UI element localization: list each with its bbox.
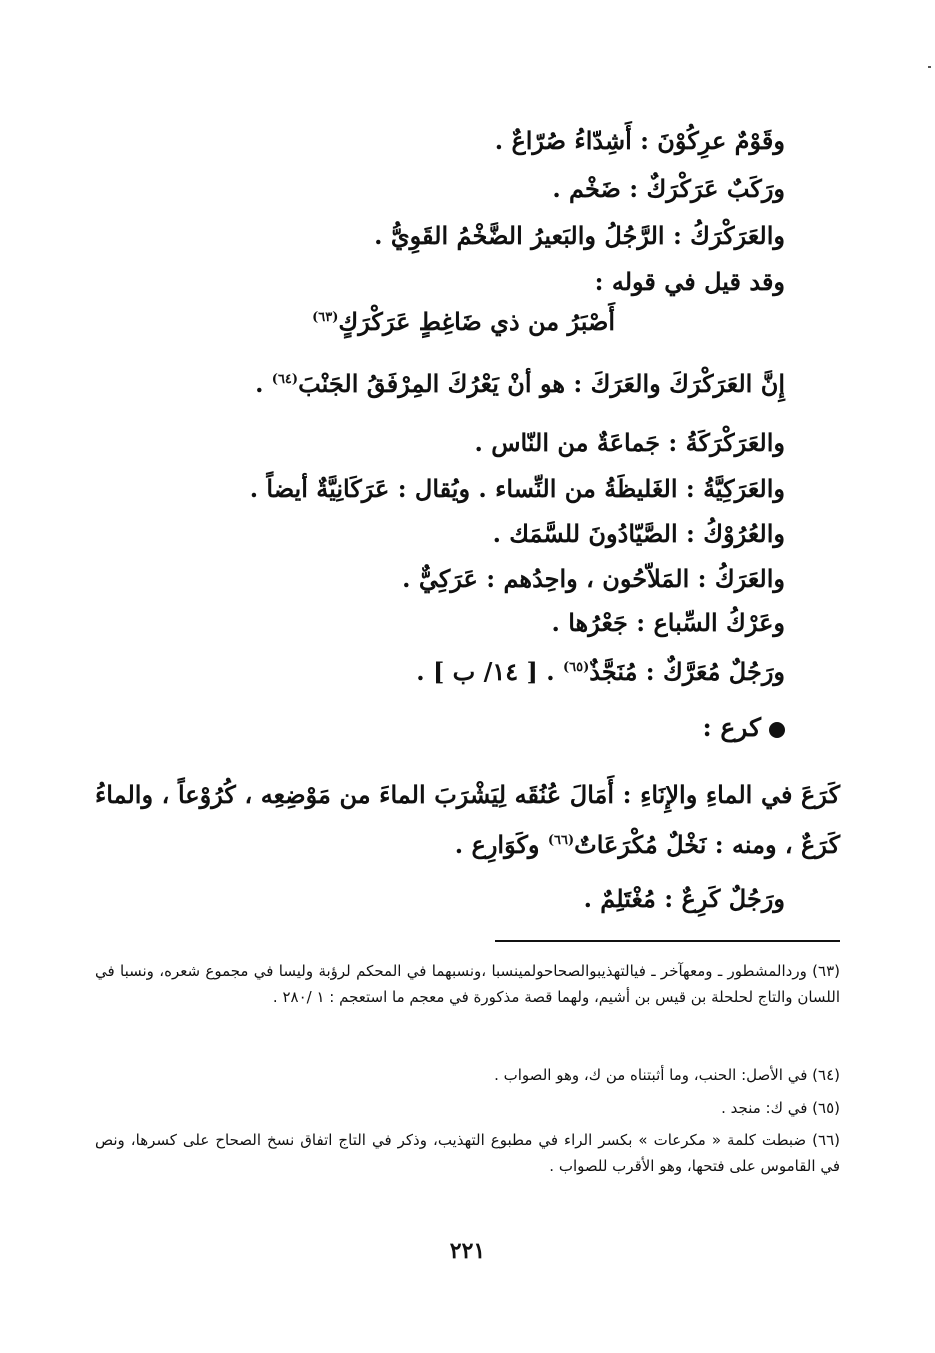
footnote-ref-63: (٦٣) (312, 310, 339, 325)
body-line-4: وقد قيل في قوله : (594, 267, 785, 296)
body-line-9: وعَرْكُ السِّباع : جَعْرُها . (551, 608, 785, 637)
body-line-64 (255, 364, 785, 400)
footnote-ref-64: (٦٤) (271, 372, 299, 387)
kara-paragraph (95, 772, 840, 868)
kara-para-text: كَرَعَ في الماءِ والإِنَاءِ : أَمَالَ عُنُقَه لِيَشْرَبَ الماءَ من مَوْضِعِه ، كُرُوْعاً ، والماءُ كَرَعٌ ، ومنه : نَخْلٌ مُكْرَعَاتٌ (95, 780, 840, 859)
footnote-ref-65: (٦٥) (562, 660, 590, 675)
entry-heading (702, 712, 785, 744)
body-line-65 (416, 652, 785, 688)
footnote-ref-66: (٦٦) (547, 833, 575, 848)
line-65-text: ورَجُلٌ مُعَرَّكٌ : مُنَجَّذٌ (589, 657, 785, 686)
footnote-65: (٦٥) في ك: منجد . (721, 1099, 840, 1117)
kara-para-end: وكَوَارِع . (454, 830, 548, 859)
scan-mark (928, 66, 931, 68)
body-line-3: والعَرَكْرَكُ : الرَّجُلُ والبَعيرُ الضَّخْمُ القَوِيُّ . (374, 221, 785, 250)
body-line-5: والعَرَكْرَكَةُ : جَماعَةٌ من النّاس . (474, 428, 785, 457)
verse-line (312, 302, 615, 338)
body-line-6: والعَرَكِيَّةُ : الغَليظَةُ من النِّساء . ويُقال : عَرَكَانِيَّةٌ أيضاً . (249, 474, 785, 503)
footnote-66: (٦٦) ضبطت كلمة « مكرعات » بكسر الراء في مطبوع التهذيب، وذكر في التاج اتفاق نسخ الصحاح على كسرها، ونص في القاموس على فتحها، وهو الأقرب للصواب . (95, 1131, 840, 1175)
footnote-64: (٦٤) في الأصل: الحنب، وما أثبتناه من ك، وهو الصواب . (494, 1066, 840, 1084)
bullet-icon (769, 722, 785, 738)
body-line-1: وقَوْمٌ عرِكُوْنَ : أَشِدّاءُ صُرّاعٌ . (494, 126, 785, 155)
body-line-7: والعُرُوْكُ : الصَّيّادُونَ للسَّمَك . (492, 519, 785, 548)
verse-text: أَصْبَرُ من ذي ضَاغِطٍ عَرَكْرَكٍ (338, 307, 615, 336)
footnote-63: (٦٣) وردالمشطور ـ ومعهآخر ـ فيالتهذيبوالصحاحولمينسبا ،ونسبهما في المحكم لرؤبة وليسا في مجموع شعره، ونسبا في اللسان والتاج لحلحلة بن قيس بن أشيم، ولهما قصة مذكورة في معجم ما استعجم : ١ /٢٨٠ . (95, 962, 840, 1006)
page-number: ٢٢١ (449, 1238, 486, 1264)
line-64-text: إِنَّ العَرَكْرَكَ والعَرَكَ : هو أنْ يَعْرُكَ المِرْفَقُ الجَنْبَ (298, 369, 785, 398)
body-line-8: والعَرَكُ : المَلاّحُون ، واحِدُهم : عَرَكِيٌّ . (402, 564, 785, 593)
heading-text: كرع : (702, 713, 761, 742)
line-64-end: . (255, 369, 272, 398)
body-line-2: ورَكَبٌ عَرَكْرَكٌ : ضَخْم . (552, 174, 785, 203)
footnote-divider (495, 940, 840, 942)
kara-last-line: ورَجُلٌ كَرِعٌ : مُغْتَلِمٌ . (583, 884, 785, 913)
line-65-end: . [ ١٤/ ب ] . (416, 657, 563, 686)
